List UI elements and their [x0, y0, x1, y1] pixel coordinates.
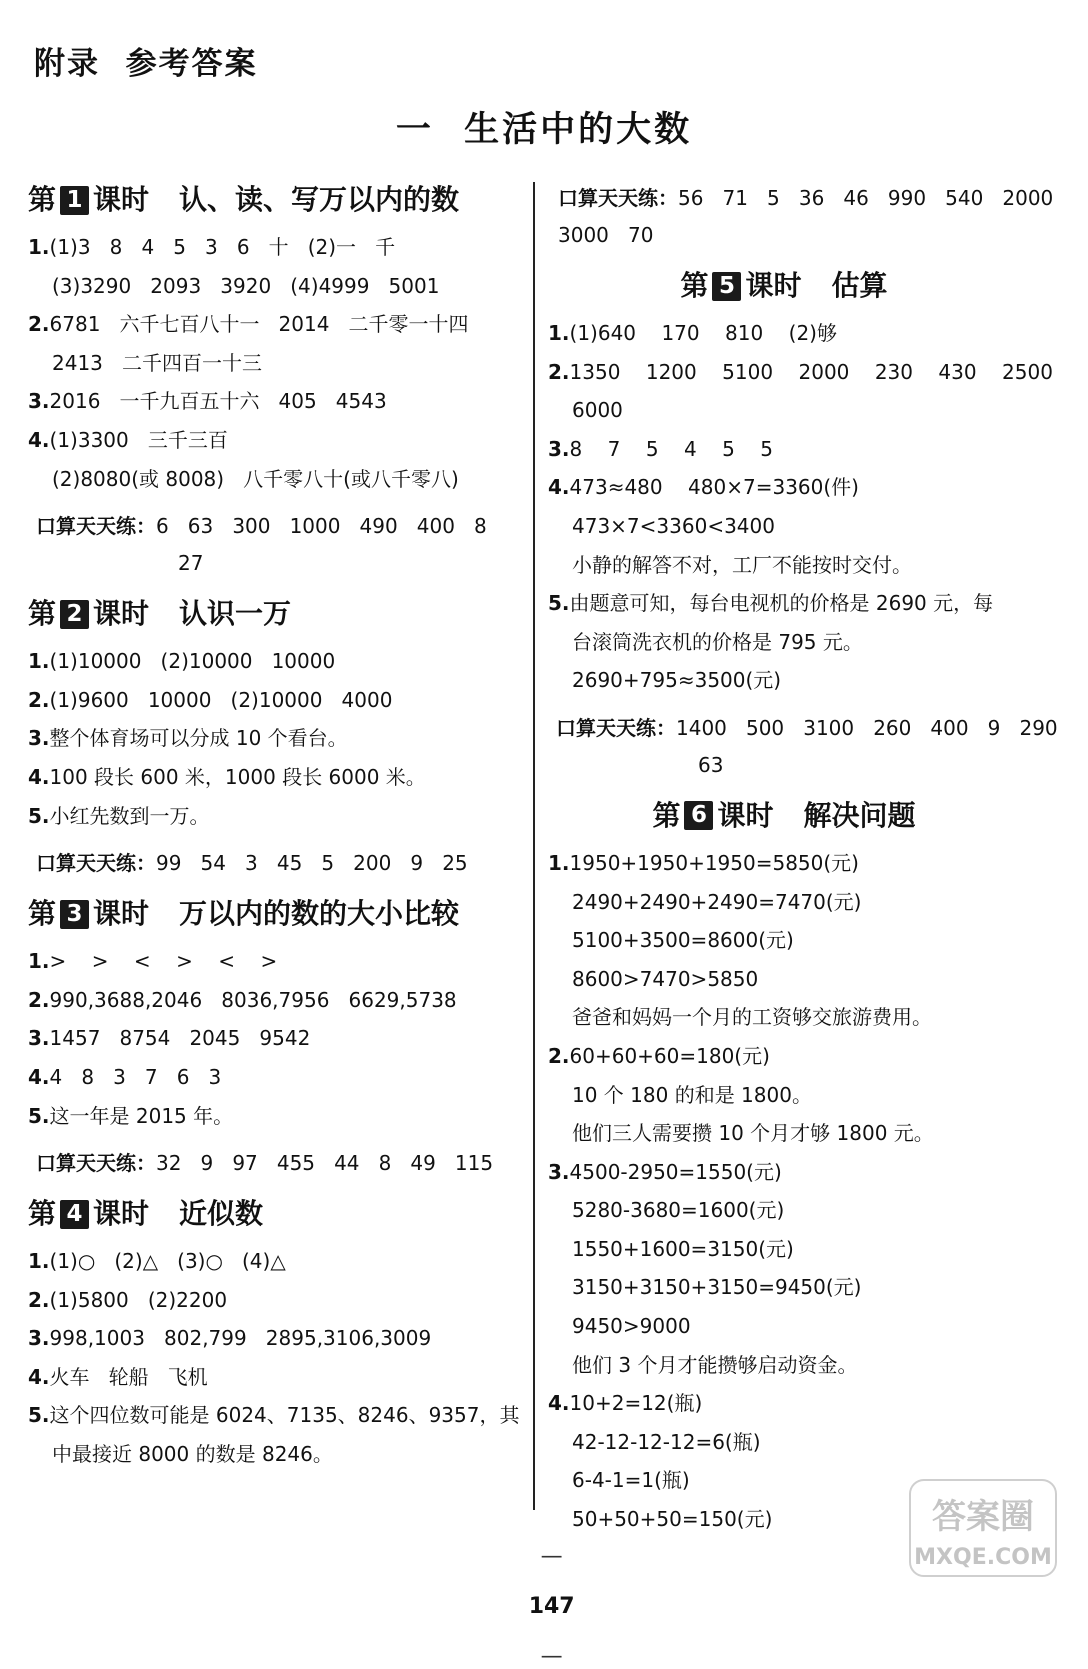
answer-line: [28, 719, 522, 758]
answer-text: (1)9600 10000 (2)10000 4000: [49, 687, 393, 712]
answer-line: [28, 981, 522, 1020]
lesson-title: 认识一万: [179, 597, 292, 631]
answer-line: [548, 1191, 1060, 1230]
answer-line: [548, 1384, 1060, 1423]
oral-practice-values: 99 54 3 45 5 200 9 25: [156, 851, 468, 876]
answer-line: [28, 1319, 522, 1358]
answer-line: [28, 1242, 522, 1281]
answer-line: [548, 844, 1060, 883]
answer-text: 2690+795≈3500(元): [572, 668, 782, 693]
answer-text: 10+2=12(瓶): [569, 1391, 703, 1416]
answer-text: 爸爸和妈妈一个月的工资够交旅游费用。: [572, 1005, 932, 1030]
answer-number: 4.: [548, 1391, 570, 1416]
answer-line: [548, 623, 1060, 662]
watermark-top-text: 答案圈: [932, 1497, 1034, 1537]
answer-text: 473≈480 480×7=3360(件): [569, 475, 859, 500]
oral-practice-values: 56 71 5 36 46 990 540 2000: [678, 186, 1054, 210]
answer-line: [548, 391, 1060, 430]
right-column: [548, 180, 1060, 1539]
oral-practice-label: 口算天天练：: [36, 851, 156, 876]
answer-text: 这个四位数可能是 6024、7135、8246、9357，其: [49, 1403, 520, 1428]
answer-text: > > < > < >: [49, 949, 278, 974]
answer-text: 他们 3 个月才能攒够启动资金。: [572, 1352, 858, 1377]
answer-text: 2413 二千四百一十三: [52, 350, 262, 375]
answer-line: [28, 1358, 522, 1397]
oral-practice-values: 1400 500 3100 260 400 9 290: [676, 715, 1058, 740]
answer-line: [28, 942, 522, 981]
lesson-number-badge: 6: [684, 801, 713, 830]
lesson-number-badge: 3: [60, 900, 89, 929]
oral-practice-values: 32 9 97 455 44 8 49 115: [156, 1151, 494, 1176]
answer-text: 100 段长 600 米，1000 段长 6000 米。: [49, 764, 426, 789]
answer-line: [548, 960, 1060, 999]
answer-text: (1)3300 三千三百: [49, 427, 228, 452]
answer-text: 1550+1600=3150(元): [572, 1236, 794, 1261]
oral-practice: [548, 710, 1060, 784]
answer-line: [548, 1076, 1060, 1115]
answer-text: 473×7<3360<3400: [572, 513, 775, 538]
answer-text: 小红先数到一万。: [49, 803, 210, 828]
lesson-heading: [28, 594, 522, 634]
lesson-title: 估算: [831, 269, 888, 302]
answer-line: [28, 228, 522, 267]
answer-text: 4500-2950=1550(元): [569, 1159, 782, 1184]
answer-line: [28, 1396, 522, 1435]
answer-line: [548, 314, 1060, 353]
oral-practice-values-cont: 63: [698, 752, 724, 777]
answer-text: (1)5800 (2)2200: [49, 1287, 228, 1312]
answer-text: 50+50+50=150(元): [572, 1507, 773, 1532]
answer-line: [548, 921, 1060, 960]
answer-number: 2.: [548, 359, 570, 384]
answer-line: [548, 546, 1060, 585]
answer-text: (1)○ (2)△ (3)○ (4)△: [49, 1249, 286, 1274]
answer-number: 3.: [28, 389, 50, 414]
answer-text: 2490+2490+2490=7470(元): [572, 889, 862, 914]
answer-number: 2.: [28, 687, 50, 712]
lesson-number-badge: 5: [712, 272, 741, 301]
oral-practice-label: 口算天天练：: [36, 1151, 156, 1176]
lesson-prefix: 第: [28, 183, 57, 216]
oral-practice-values-cont: 27: [178, 551, 204, 576]
answer-text: 5280-3680=1600(元): [572, 1198, 785, 1223]
answer-text: 990,3688,2046 8036,7956 6629,5738: [49, 987, 457, 1012]
lesson-heading: [548, 266, 1060, 306]
lesson-title: 近似数: [179, 1197, 264, 1231]
answer-line: [548, 1346, 1060, 1385]
answer-number: 2.: [548, 1043, 570, 1068]
lesson-suffix: 课时: [745, 269, 802, 302]
answer-text: 998,1003 802,799 2895,3106,3009: [49, 1326, 432, 1351]
answer-number: 3.: [28, 1326, 50, 1351]
answer-line: [548, 1307, 1060, 1346]
answer-line: [548, 1268, 1060, 1307]
watermark-bottom-text: MXQE.COM: [914, 1545, 1052, 1570]
answer-number: 5.: [28, 803, 50, 828]
oral-practice: [28, 508, 522, 582]
answer-line: [28, 344, 522, 383]
answer-line: [28, 1019, 522, 1058]
answer-line: [548, 468, 1060, 507]
answer-text: 台滚筒洗衣机的价格是 795 元。: [572, 629, 863, 654]
lesson-title: 认、读、写万以内的数: [179, 183, 460, 216]
answer-number: 5.: [28, 1103, 50, 1128]
answer-text: 他们三人需要攒 10 个月才够 1800 元。: [572, 1121, 934, 1146]
oral-practice-label: 口算天天练：: [556, 715, 676, 740]
answer-line: [548, 1037, 1060, 1076]
lesson-prefix: 第: [680, 269, 709, 302]
answer-number: 3.: [28, 1026, 50, 1051]
lesson-suffix: 课时: [93, 897, 150, 931]
answer-text: 由题意可知，每台电视机的价格是 2690 元，每: [569, 591, 994, 616]
lesson-heading: [548, 796, 1060, 836]
answer-number: 1.: [28, 1249, 50, 1274]
column-divider: [533, 182, 535, 1510]
answer-number: 4.: [28, 1364, 50, 1389]
footer-dash-right: —: [540, 1644, 563, 1669]
answer-number: 3.: [548, 1159, 570, 1184]
answer-line: [548, 883, 1060, 922]
answer-number: 2.: [28, 312, 50, 337]
oral-practice-values-cont: 3000 70: [558, 223, 654, 247]
lesson-heading: [28, 180, 522, 220]
answer-text: (1)640 170 810 (2)够: [569, 321, 837, 345]
answer-number: 4.: [28, 427, 50, 452]
oral-practice: [28, 845, 522, 882]
oral-practice: [28, 1145, 522, 1182]
answer-number: 1.: [548, 850, 570, 875]
answer-line: [28, 1058, 522, 1097]
lesson-suffix: 课时: [93, 1197, 150, 1231]
answer-line: [28, 421, 522, 460]
answer-number: 1.: [28, 949, 50, 974]
answer-text: 整个体育场可以分成 10 个看台。: [49, 726, 348, 751]
answer-text: 1950+1950+1950=5850(元): [569, 850, 859, 875]
page-number: 147: [528, 1594, 575, 1619]
answer-line: [28, 642, 522, 681]
answer-line: [548, 1230, 1060, 1269]
answer-line: [548, 507, 1060, 546]
answer-number: 4.: [548, 475, 570, 500]
lesson-suffix: 课时: [93, 183, 150, 216]
answer-text: 火车 轮船 飞机: [49, 1364, 208, 1389]
answer-text: 10 个 180 的和是 1800。: [572, 1082, 812, 1107]
answer-number: 4.: [28, 764, 50, 789]
answer-text: 60+60+60=180(元): [569, 1043, 770, 1068]
lesson-suffix: 课时: [93, 597, 150, 631]
answer-text: (1)10000 (2)10000 10000: [49, 649, 336, 674]
oral-practice-label: 口算天天练：: [558, 186, 678, 210]
oral-practice-values: 6 63 300 1000 490 400 8: [156, 514, 487, 539]
answer-line: [28, 460, 522, 499]
answer-line: [28, 758, 522, 797]
left-column: [28, 180, 522, 1474]
answer-text: 8600>7470>5850: [572, 966, 759, 991]
answer-number: 1.: [548, 321, 570, 345]
answer-line: [28, 305, 522, 344]
answer-text: 2016 一千九百五十六 405 4543: [49, 389, 387, 414]
answer-text: 6-4-1=1(瓶): [572, 1468, 690, 1493]
lesson-suffix: 课时: [717, 798, 774, 832]
lesson-heading: [28, 1194, 522, 1234]
answer-text: 1350 1200 5100 2000 230 430 2500: [569, 359, 1053, 384]
chapter-title: 一 生活中的大数: [395, 110, 693, 150]
answer-number: 5.: [28, 1403, 50, 1428]
lesson-block: [548, 796, 1060, 1539]
appendix-title: 附录 参考答案: [34, 46, 258, 82]
lesson-title: 万以内的数的大小比较: [179, 897, 460, 931]
answer-line: [28, 1281, 522, 1320]
answer-text: 42-12-12-12=6(瓶): [572, 1429, 761, 1454]
answer-number: 5.: [548, 591, 570, 616]
answer-line: [548, 1153, 1060, 1192]
answer-text: 小静的解答不对，工厂不能按时交付。: [572, 552, 912, 577]
answer-line: [548, 353, 1060, 392]
answer-line: [548, 661, 1060, 700]
lesson-prefix: 第: [28, 897, 57, 931]
lesson-number-badge: 1: [60, 186, 89, 215]
answer-line: [548, 1423, 1060, 1462]
answer-text: 6000: [572, 398, 623, 423]
answer-text: (1)3 8 4 5 3 6 十 (2)一 千: [49, 235, 396, 259]
answer-text: 3150+3150+3150=9450(元): [572, 1275, 862, 1300]
oral-practice-label: 口算天天练：: [36, 514, 156, 539]
lesson-prefix: 第: [652, 798, 681, 832]
answer-text: 4 8 3 7 6 3: [49, 1064, 222, 1089]
answer-line: [548, 430, 1060, 469]
answer-number: 1.: [28, 649, 50, 674]
answer-number: 2.: [28, 1287, 50, 1312]
answer-line: [548, 1114, 1060, 1153]
answer-number: 2.: [28, 987, 50, 1012]
oral-practice: [548, 180, 1060, 254]
answer-line: [28, 797, 522, 836]
lesson-heading: [28, 894, 522, 934]
answer-number: 4.: [28, 1064, 50, 1089]
answer-line: [28, 1097, 522, 1136]
answer-line: [28, 681, 522, 720]
footer-dash-left: —: [540, 1544, 563, 1569]
answer-number: 3.: [548, 436, 570, 461]
answer-text: 8 7 5 4 5 5: [569, 436, 774, 461]
answer-line: [28, 382, 522, 421]
lesson-block: [548, 266, 1060, 784]
lesson-number-badge: 2: [60, 600, 89, 629]
lesson-number-badge: 4: [60, 1200, 89, 1229]
answer-number: 3.: [28, 726, 50, 751]
answer-line: [548, 584, 1060, 623]
answer-line: [28, 1435, 522, 1474]
answer-text: 5100+3500=8600(元): [572, 928, 794, 953]
answer-text: 这一年是 2015 年。: [49, 1103, 234, 1128]
answer-text: 6781 六千七百八十一 2014 二千零一十四: [49, 312, 469, 337]
answer-text: (2)8080(或 8008) 八千零八十(或八千零八): [52, 466, 459, 491]
answer-text: 9450>9000: [572, 1314, 691, 1339]
lesson-prefix: 第: [28, 597, 57, 631]
answer-number: 1.: [28, 235, 50, 259]
lesson-title: 解决问题: [803, 798, 916, 832]
answer-line: [28, 267, 522, 306]
answer-text: (3)3290 2093 3920 (4)4999 5001: [52, 273, 440, 298]
answer-text: 1457 8754 2045 9542: [49, 1026, 311, 1051]
watermark-logo: [908, 1478, 1058, 1578]
answer-text: 中最接近 8000 的数是 8246。: [52, 1442, 333, 1467]
lesson-prefix: 第: [28, 1197, 57, 1231]
answer-line: [548, 998, 1060, 1037]
